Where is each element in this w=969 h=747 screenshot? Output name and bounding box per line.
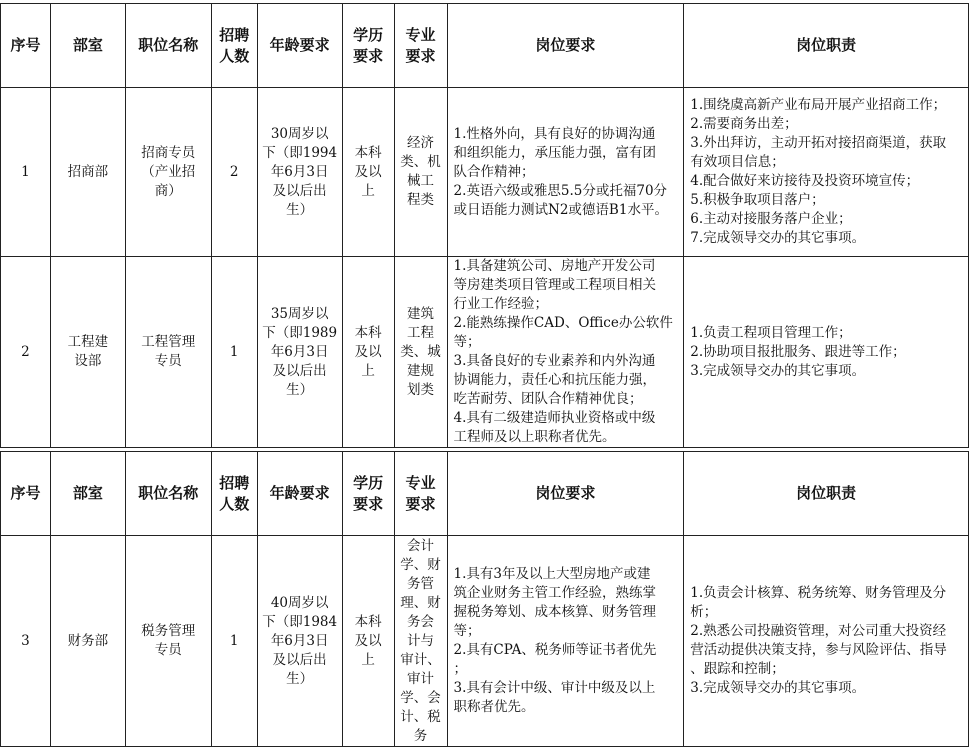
cell-dept <box>50 88 125 257</box>
cell-education-line: 上 <box>361 182 375 199</box>
cell-seq: 3 <box>1 536 51 747</box>
cell-age-line: 生） <box>286 201 314 218</box>
header-education <box>342 4 394 88</box>
header-duties: 岗位职责 <box>684 452 969 536</box>
header-seq: 序号 <box>1 4 51 88</box>
header-seq: 序号 <box>1 452 51 536</box>
cell-dept-line: 招商部 <box>67 163 109 180</box>
cell-position <box>125 536 211 747</box>
cell-education-line: 及以 <box>354 163 382 180</box>
cell-position-line: （产业招 <box>141 163 196 180</box>
cell-age-line: 30周岁以 <box>270 125 329 142</box>
requirement-line: 2.能熟练操作CAD、Office办公软件 <box>453 315 673 331</box>
requirement-line: 工程师及以上职称者优先。 <box>453 429 616 445</box>
recruitment-table-1 <box>0 3 969 448</box>
cell-headcount: 1 <box>211 257 257 448</box>
duty-line: 2.熟悉公司投融资管理，对公司重大投资经 <box>690 623 947 639</box>
cell-duties <box>684 257 969 448</box>
cell-duties <box>684 88 969 257</box>
cell-major-line: 学、财 <box>400 556 441 573</box>
cell-duties <box>684 536 969 747</box>
cell-major-line: 会计 <box>407 537 435 554</box>
cell-position-line: 专员 <box>154 353 182 369</box>
requirement-line: ； <box>453 661 468 677</box>
cell-age-line: 下（即1994 <box>262 144 338 161</box>
requirement-line: 4.具有二级建造师执业资格或中级 <box>453 410 656 426</box>
header-education-line: 要求 <box>353 494 384 513</box>
duty-line: 6.主动对接服务落户企业； <box>690 211 852 227</box>
requirement-line: 1.具备建筑公司、房地产开发公司 <box>453 258 656 274</box>
header-headcount <box>211 452 257 536</box>
cell-education <box>342 257 394 448</box>
header-major <box>394 4 447 88</box>
cell-major-line: 务管 <box>407 575 435 592</box>
cell-dept-line: 设部 <box>74 353 102 369</box>
duty-line: 2.需要商务出差； <box>690 116 798 132</box>
cell-major <box>394 257 447 448</box>
cell-education <box>342 88 394 257</box>
cell-major-line: 类、城 <box>400 343 441 360</box>
cell-major-line: 学、会 <box>400 689 441 706</box>
requirement-line: 吃苦耐劳、团队合作精神优良； <box>453 391 643 407</box>
cell-major-line: 建筑 <box>407 305 435 322</box>
duty-line: 3.外出拜访，主动开拓对接招商渠道，获取 <box>690 135 947 151</box>
cell-major-line: 审计 <box>407 670 435 687</box>
requirement-line: 等房建类项目管理或工程项目相关 <box>453 277 657 293</box>
cell-requirements <box>447 536 684 747</box>
cell-major-line: 经济 <box>407 135 435 151</box>
cell-education-line: 及以 <box>354 343 382 360</box>
duty-line: 析； <box>690 604 718 620</box>
cell-age <box>257 536 342 747</box>
requirement-line: 1.具有3年及以上大型房地产或建 <box>453 566 651 582</box>
requirement-line: 3.具有会计中级、审计中级及以上 <box>453 680 656 696</box>
cell-education-line: 本科 <box>354 144 382 161</box>
cell-age <box>257 257 342 448</box>
cell-age-line: 下（即1984 <box>262 613 338 630</box>
duty-line: 4.配合做好来访接待及投资环境宣传； <box>690 173 920 189</box>
duty-line: 3.完成领导交办的其它事项。 <box>690 362 866 379</box>
header-major <box>394 452 447 536</box>
duty-line: 有效项目信息； <box>690 154 785 170</box>
requirement-line: 3.具备良好的专业素养和内外沟通 <box>453 353 656 369</box>
requirement-line: 2.具有CPA、税务师等证书者优先 <box>453 642 657 658</box>
duty-line: 1.负责会计核算、税务统筹、财务管理及分 <box>690 585 947 601</box>
duty-line: 、跟踪和控制； <box>690 661 785 677</box>
duty-line: 5.积极争取项目落户； <box>690 192 825 208</box>
cell-major-line: 械工 <box>407 173 435 189</box>
header-age: 年龄要求 <box>257 452 342 536</box>
duty-line: 营活动提供决策支持，参与风险评估、指导 <box>690 642 947 658</box>
cell-major-line: 理、财 <box>400 594 441 611</box>
header-row <box>1 4 969 88</box>
cell-major-line: 务会 <box>407 613 435 630</box>
requirement-line: 等； <box>453 334 481 350</box>
cell-age-line: 年6月3日 <box>270 343 329 360</box>
cell-dept-line: 财务部 <box>67 632 109 649</box>
cell-education-line: 上 <box>361 651 375 668</box>
cell-age-line: 及以后出 <box>272 182 327 199</box>
duty-line: 2.协助项目报批服务、跟进等工作； <box>690 343 906 360</box>
cell-age-line: 35周岁以 <box>270 305 329 322</box>
requirement-line: 筑企业财务主管工作经验，熟练掌 <box>453 585 657 601</box>
cell-age-line: 40周岁以 <box>270 594 329 611</box>
header-major-line: 要求 <box>405 46 436 65</box>
cell-position-line: 招商专员 <box>141 144 196 161</box>
duty-line: 7.完成领导交办的其它事项。 <box>690 230 866 246</box>
header-headcount-line: 招聘 <box>219 25 250 44</box>
requirement-line: 队合作精神； <box>453 163 535 180</box>
requirement-line: 等； <box>453 623 481 639</box>
cell-requirements <box>447 257 684 448</box>
requirement-line: 握税务筹划、成本核算、财务管理 <box>453 604 657 620</box>
cell-age <box>257 88 342 257</box>
cell-major-line: 建规 <box>407 362 435 379</box>
cell-education-line: 本科 <box>354 613 382 630</box>
cell-dept <box>50 257 125 448</box>
cell-major-line: 务 <box>413 727 428 744</box>
cell-position <box>125 88 211 257</box>
header-education-line: 学历 <box>353 25 384 44</box>
cell-age-line: 及以后出 <box>272 651 327 668</box>
header-education <box>342 452 394 536</box>
cell-major-line: 审计、 <box>400 651 441 668</box>
cell-requirements <box>447 88 684 257</box>
cell-dept-line: 工程建 <box>67 334 109 350</box>
header-age: 年龄要求 <box>257 4 342 88</box>
requirement-line: 行业工作经验； <box>453 296 549 312</box>
header-headcount-line: 人数 <box>219 46 250 65</box>
duty-line: 1.围绕虞高新产业布局开展产业招商工作； <box>690 97 947 113</box>
header-major-line: 专业 <box>405 473 436 492</box>
header-position: 职位名称 <box>125 4 211 88</box>
cell-major-line: 工程 <box>407 324 435 341</box>
cell-position-line: 专员 <box>154 642 182 658</box>
header-headcount <box>211 4 257 88</box>
cell-headcount: 1 <box>211 536 257 747</box>
cell-age-line: 下（即1989 <box>262 324 338 341</box>
cell-age-line: 年6月3日 <box>270 163 329 180</box>
cell-position-line: 商） <box>154 182 182 199</box>
header-dept: 部室 <box>50 4 125 88</box>
recruitment-table-2 <box>0 451 969 747</box>
cell-position <box>125 257 211 448</box>
header-requirements: 岗位要求 <box>447 452 684 536</box>
cell-age-line: 年6月3日 <box>270 632 329 649</box>
cell-position-line: 税务管理 <box>141 623 196 639</box>
requirement-line: 1.性格外向，具有良好的协调沟通 <box>453 125 656 142</box>
requirement-line: 职称者优先。 <box>453 699 535 715</box>
cell-major-line: 划类 <box>407 381 435 398</box>
duty-line: 3.完成领导交办的其它事项。 <box>690 680 866 696</box>
duty-line: 1.负责工程项目管理工作； <box>690 324 852 341</box>
cell-position-line: 工程管理 <box>141 334 196 350</box>
cell-major-line: 程类 <box>407 192 435 208</box>
cell-major-line: 计、税 <box>400 708 441 725</box>
header-major-line: 要求 <box>405 494 436 513</box>
cell-age-line: 生） <box>286 670 314 687</box>
cell-age-line: 生） <box>286 381 314 398</box>
cell-major-line: 类、机 <box>400 154 441 170</box>
table-row <box>1 257 969 448</box>
header-duties: 岗位职责 <box>684 4 969 88</box>
cell-education <box>342 536 394 747</box>
requirement-line: 协调能力，责任心和抗压能力强， <box>453 372 657 388</box>
header-education-line: 学历 <box>353 473 384 492</box>
cell-education-line: 本科 <box>354 324 382 341</box>
cell-age-line: 及以后出 <box>272 362 327 379</box>
table-row <box>1 536 969 747</box>
header-row <box>1 452 969 536</box>
cell-major <box>394 536 447 747</box>
header-position: 职位名称 <box>125 452 211 536</box>
requirement-line: 和组织能力，承压能力强，富有团 <box>453 144 657 161</box>
header-headcount-line: 人数 <box>219 494 250 513</box>
table-row <box>1 88 969 257</box>
header-major-line: 专业 <box>405 25 436 44</box>
cell-headcount: 2 <box>211 88 257 257</box>
cell-major-line: 计与 <box>407 632 435 649</box>
header-education-line: 要求 <box>353 46 384 65</box>
header-headcount-line: 招聘 <box>219 473 250 492</box>
cell-dept <box>50 536 125 747</box>
requirement-line: 或日语能力测试N2或德语B1水平。 <box>453 201 668 218</box>
cell-seq: 2 <box>1 257 51 448</box>
header-dept: 部室 <box>50 452 125 536</box>
cell-education-line: 上 <box>361 362 375 379</box>
cell-education-line: 及以 <box>354 632 382 649</box>
cell-seq: 1 <box>1 88 51 257</box>
requirement-line: 2.英语六级或雅思5.5分或托福70分 <box>453 182 668 199</box>
cell-major <box>394 88 447 257</box>
header-requirements: 岗位要求 <box>447 4 684 88</box>
